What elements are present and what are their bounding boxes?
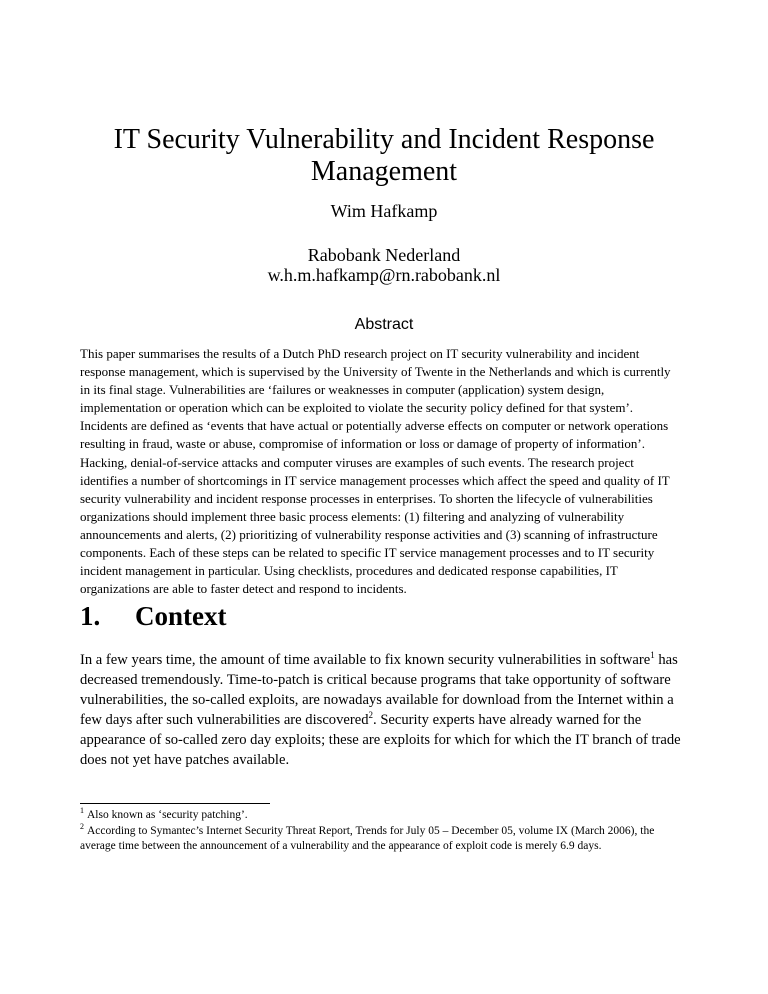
author-name: Wim Hafkamp <box>330 201 438 221</box>
context-text-part-3: . Security experts have already warned for the appearance of so-called zero day exploits; these are exploits for which for which the IT branch of trade does not yet have patches available. <box>80 712 681 769</box>
footnote-2-text: According to Symantec’s Internet Security Threat Report, Trends for July 05 – December 05, volume IX (March 2006), the average time between the announcement of a vulnerability and the appearance of exploit code is merely 6.9 days. <box>80 824 655 852</box>
footnote-1-text: Also known as ‘security patching’. <box>87 809 248 821</box>
footnote-2 <box>80 821 680 855</box>
footnote-ref-1: 1 <box>650 650 655 661</box>
context-text-part-2: has decreased tremendously. Time-to-patch is critical because programs that take opportunity of software vulnerabilities, the so-called exploits, are nowadays available for download from the Internet within a few days after such vulnerabilities are discovered <box>80 652 678 729</box>
paper-title: IT Security Vulnerability and Incident Response Management <box>113 124 655 187</box>
abstract-text: This paper summarises the results of a Dutch PhD research project on IT security vulnerability and incident response management, which is supervised by the University of Twente in the Netherlands and which is currently in its final stage. Vulnerabilities are ‘failures or weaknesses in computer (application) system design, implementation or operation which can be exploited to violate the security policy defined for that system’. Incidents are defined as ‘events that have actual or potentially adverse effects on computer or network operations resulting in fraud, waste or abuse, compromise of information or loss or damage of property of information’. Hacking, denial-of-service attacks and computer viruses are examples of such events. The research project identifies a number of shortcomings in IT service management processes which affect the speed and quality of IT security vulnerability and incident response processes in enterprises. To shorten the lifecycle of vulnerabilities organizations should implement three basic process elements: (1) filtering and analyzing of vulnerability announcements and alerts, (2) prioritizing of vulnerability response activities and (3) scanning of infrastructure components. Each of these steps can be related to specific IT service management processes and to IT security incident management in particular. Using checklists, procedures and dedicated response capabilities, IT organizations are able to faster detect and respond to incidents. <box>80 346 671 597</box>
author-affiliation: Rabobank Nederland <box>307 245 461 265</box>
footnote-ref-2: 2 <box>368 710 374 721</box>
section-heading <box>80 600 226 632</box>
section-number: 1. <box>80 601 101 631</box>
footnote-2-number: 2 <box>80 821 84 831</box>
context-text-part-1: In a few years time, the amount of time available to fix known security vulnerabilities in software <box>80 652 651 668</box>
footnotes <box>80 808 680 855</box>
footnote-1-number: 1 <box>80 806 84 816</box>
context-paragraph <box>80 650 690 771</box>
author-email: w.h.m.hafkamp@rn.rabobank.nl <box>267 265 501 285</box>
section-title: Context <box>135 601 227 631</box>
footnote-divider <box>80 803 270 804</box>
footnote-1 <box>80 808 680 824</box>
abstract-heading: Abstract <box>354 316 414 333</box>
